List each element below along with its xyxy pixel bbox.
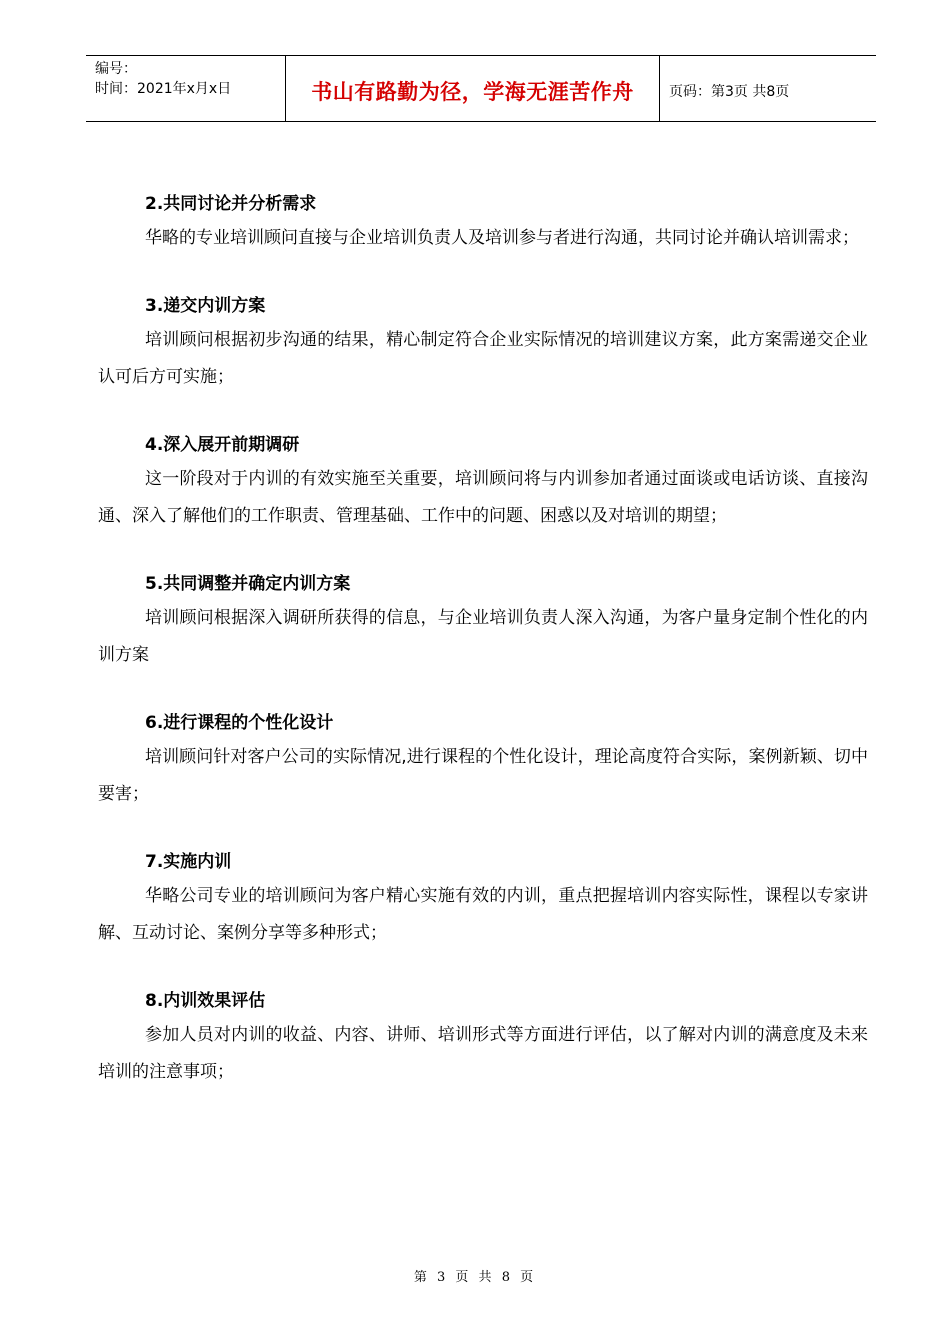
doc-number-label: 编号：: [95, 61, 137, 77]
section-paragraph: 培训顾问根据初步沟通的结果，精心制定符合企业实际情况的培训建议方案，此方案需递交企业认可后方可实施；: [98, 330, 868, 387]
page-header: [86, 55, 876, 122]
section-4: [98, 433, 868, 535]
section-3: [98, 294, 868, 396]
section-title: 5.共同调整并确定内训方案: [145, 574, 351, 594]
section-paragraph: 参加人员对内训的收益、内容、讲师、培训形式等方面进行评估，以了解对内训的满意度及未来培训的注意事项；: [98, 1025, 868, 1082]
section-paragraph: 华略公司专业的培训顾问为客户精心实施有效的内训，重点把握培训内容实际性，课程以专家讲解、互动讨论、案例分享等多种形式；: [98, 886, 868, 943]
header-page-label: 页码：第3页 共8页: [669, 83, 790, 100]
section-6: [98, 711, 868, 813]
section-paragraph: 这一阶段对于内训的有效实施至关重要，培训顾问将与内训参加者通过面谈或电话访谈、直接沟通、深入了解他们的工作职责、管理基础、工作中的问题、困惑以及对培训的期望；: [98, 469, 868, 526]
section-8: [98, 989, 868, 1091]
document-body: [98, 192, 868, 1128]
section-5: [98, 572, 868, 674]
section-2: [98, 192, 868, 257]
doc-time-label: 时间：2021年x月x日: [95, 81, 232, 97]
page-footer: 第 3 页 共 8 页: [413, 1270, 537, 1285]
section-7: [98, 850, 868, 952]
section-title: 3.递交内训方案: [145, 296, 266, 316]
section-title: 8.内训效果评估: [145, 991, 266, 1011]
section-title: 4.深入展开前期调研: [145, 435, 300, 455]
section-title: 7.实施内训: [145, 852, 232, 872]
section-title: 2.共同讨论并分析需求: [145, 194, 317, 214]
header-meta: [86, 56, 286, 121]
header-motto: 书山有路勤为径，学海无涯苦作舟: [286, 56, 660, 121]
section-paragraph: 培训顾问针对客户公司的实际情况,进行课程的个性化设计，理论高度符合实际，案例新颖、切中要害；: [98, 747, 868, 804]
section-title: 6.进行课程的个性化设计: [145, 713, 334, 733]
section-paragraph: 培训顾问根据深入调研所获得的信息，与企业培训负责人深入沟通，为客户量身定制个性化的内训方案: [98, 608, 868, 665]
section-paragraph: 华略的专业培训顾问直接与企业培训负责人及培训参与者进行沟通，共同讨论并确认培训需求；: [145, 228, 859, 248]
